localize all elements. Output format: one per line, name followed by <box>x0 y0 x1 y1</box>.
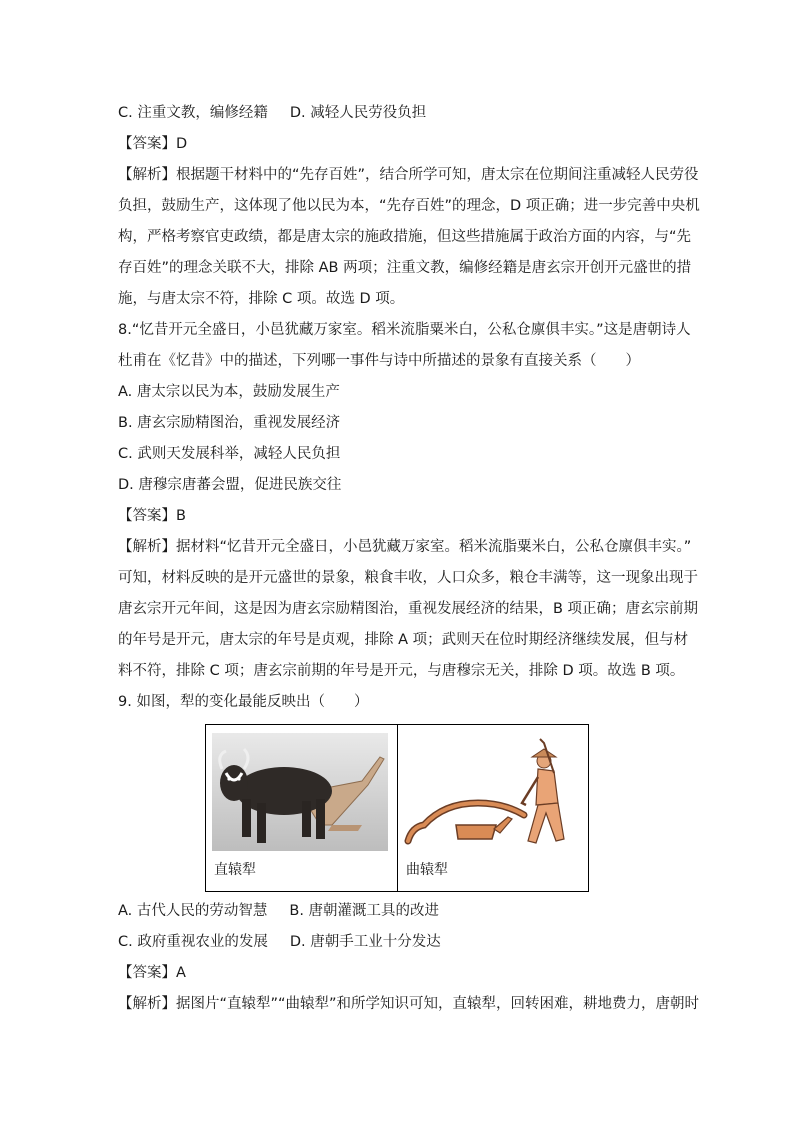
ox-straight-plough-image <box>212 733 388 851</box>
curved-plough-caption: 曲辕犁 <box>406 862 448 878</box>
q9-option-d: D. 唐朝手工业十分发达 <box>289 934 441 950</box>
q9-options-ab <box>118 896 678 927</box>
q9-option-a: A. 古代人民的劳动智慧 <box>118 903 268 919</box>
q7-analysis-line: 负担，鼓励生产，这体现了他以民为本，“先存百姓”的理念，D 项正确；进一步完善中央机 <box>118 198 700 214</box>
q7-analysis-line: 【解析】根据题干材料中的“先存百姓”，结合所学可知，唐太宗在位期间注重减轻人民劳役 <box>118 167 699 183</box>
straight-plough-cell <box>206 725 397 891</box>
q8-option-b: B. 唐玄宗励精图治，重视发展经济 <box>118 415 341 431</box>
q9-answer: 【答案】A <box>118 965 186 981</box>
q7-analysis-line: 施，与唐太宗不符，排除 C 项。故选 D 项。 <box>118 291 405 307</box>
q9-stem: 9. 如图，犁的变化最能反映出（ ） <box>118 694 369 710</box>
q7-analysis-line: 构，严格考察官吏政绩，都是唐太宗的施政措施，但这些措施属于政治方面的内容，与“先 <box>118 229 692 245</box>
q8-answer: 【答案】B <box>118 508 186 524</box>
q8-stem-line: 8.“忆昔开元全盛日，小邑犹藏万家室。稻米流脂粟米白，公私仓廪俱丰实。”这是唐朝诗人 <box>118 322 691 338</box>
q9-options-cd <box>118 927 678 958</box>
q7-option-c: C. 注重文教，编修经籍 <box>118 105 268 121</box>
q9-analysis-line: 【解析】据图片“直辕犁”“曲辕犁”和所学知识可知，直辕犁，回转困难，耕地费力，唐朝时 <box>118 996 700 1012</box>
q7-answer: 【答案】D <box>118 136 188 152</box>
q7-options-cd <box>118 98 678 129</box>
q8-analysis-line: 可知，材料反映的是开元盛世的景象，粮食丰收，人口众多，粮仓丰满等，这一现象出现于 <box>118 570 698 586</box>
q8-analysis-line: 的年号是开元，唐太宗的年号是贞观，排除 A 项；武则天在位时期经济继续发展，但与材 <box>118 632 689 648</box>
q9-option-b: B. 唐朝灌溉工具的改进 <box>289 903 440 919</box>
q8-analysis-line: 唐玄宗开元年间，这是因为唐玄宗励精图治，重视发展经济的结果，B 项正确；唐玄宗前期 <box>118 601 699 617</box>
farmer-curved-plough-image <box>404 733 580 851</box>
q8-option-d: D. 唐穆宗唐蕃会盟，促进民族交往 <box>118 477 342 493</box>
q8-option-a: A. 唐太宗以民为本，鼓励发展生产 <box>118 384 340 400</box>
page-content <box>118 98 700 1020</box>
plough-figure <box>205 724 589 892</box>
q8-analysis-line: 料不符，排除 C 项；唐玄宗前期的年号是开元，与唐穆宗无关，排除 D 项。故选 B 项。 <box>118 663 685 679</box>
q7-analysis-line: 存百姓”的理念关联不大，排除 AB 两项；注重文教，编修经籍是唐玄宗开创开元盛世的措 <box>118 260 692 276</box>
straight-plough-caption: 直辕犁 <box>214 862 256 878</box>
curved-plough-cell <box>397 725 588 891</box>
q7-option-d: D. 减轻人民劳役负担 <box>289 105 427 121</box>
q9-option-c: C. 政府重视农业的发展 <box>118 934 268 950</box>
q8-analysis-line: 【解析】据材料“忆昔开元全盛日，小邑犹藏万家室。稻米流脂粟米白，公私仓廪俱丰实。” <box>118 539 692 555</box>
q8-stem-line: 杜甫在《忆昔》中的描述，下列哪一事件与诗中所描述的景象有直接关系（ ） <box>118 353 640 369</box>
q8-option-c: C. 武则天发展科举，减轻人民负担 <box>118 446 341 462</box>
